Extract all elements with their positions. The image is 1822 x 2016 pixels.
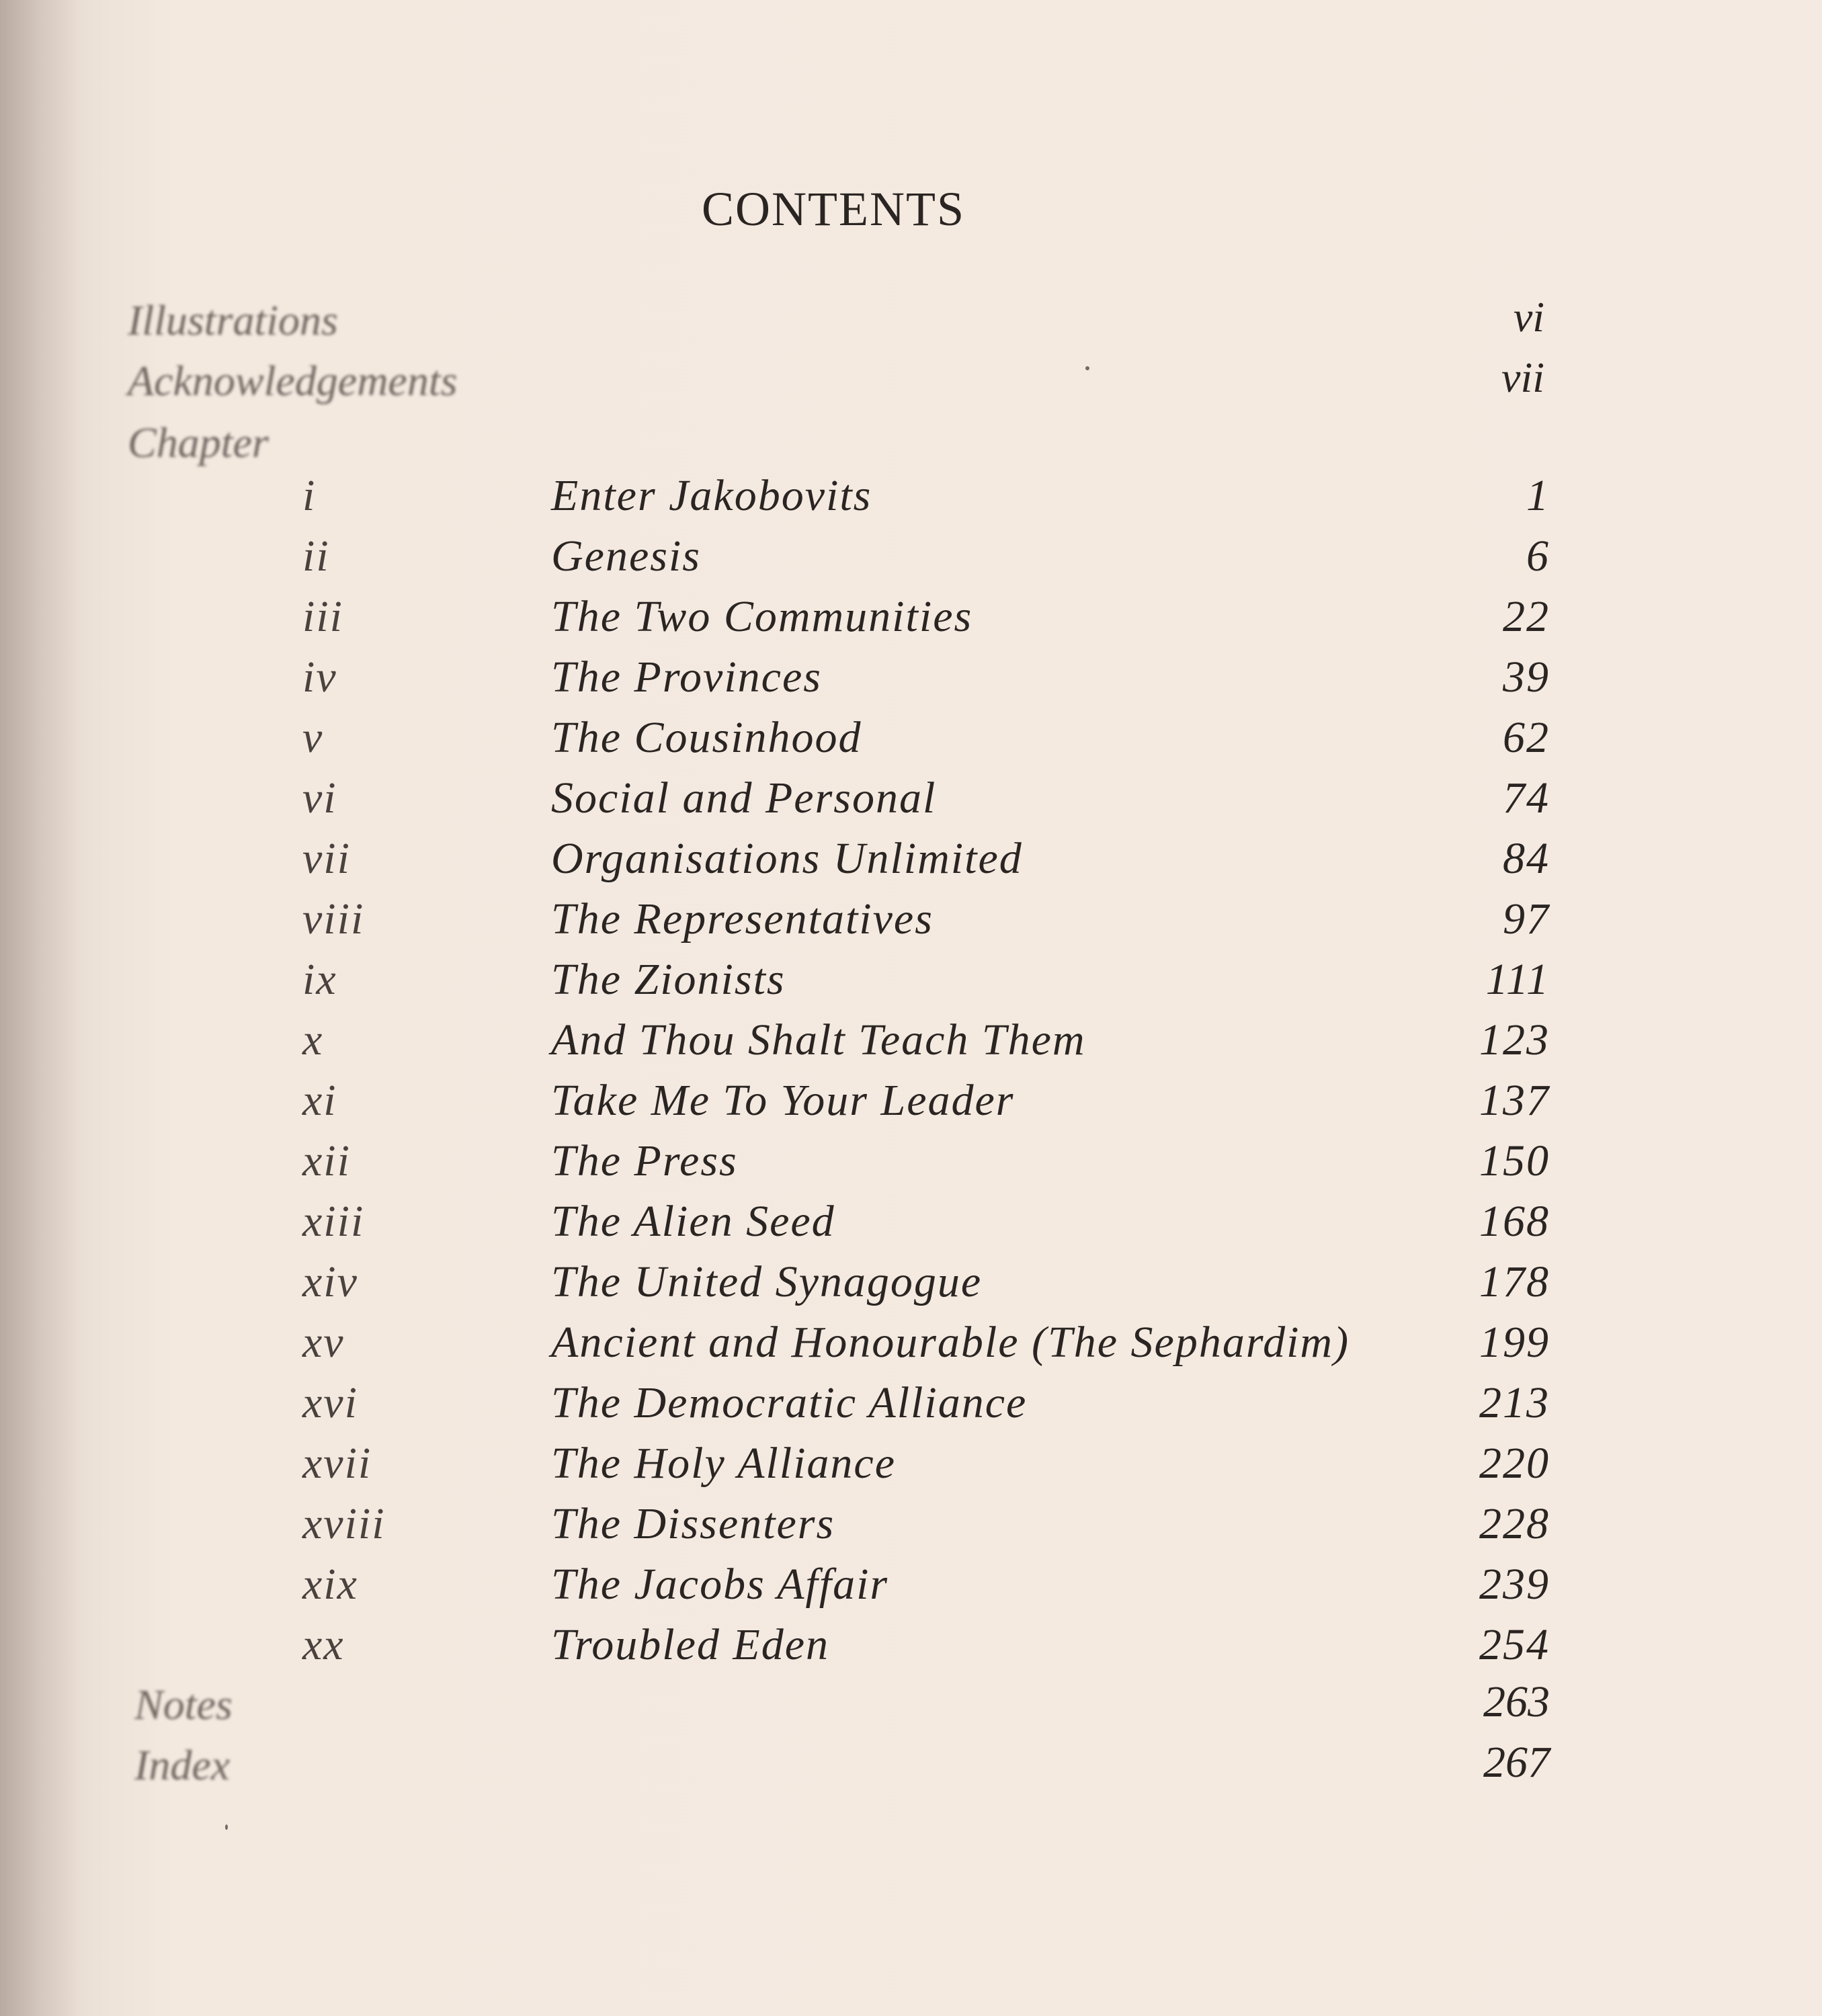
chapter-title: Enter Jakobovits	[551, 471, 872, 520]
toc-entry	[0, 833, 1822, 894]
chapter-number: viii	[302, 894, 365, 943]
chapter-number: xiv	[302, 1257, 358, 1306]
chapter-number: xx	[302, 1620, 345, 1669]
chapter-number: xii	[302, 1136, 351, 1185]
chapter-title: The Representatives	[551, 894, 934, 943]
chapter-title: The Jacobs Affair	[551, 1560, 889, 1609]
chapter-page-number: 6	[1526, 532, 1550, 581]
chapter-page-number: 220	[1479, 1439, 1550, 1488]
chapter-number: vi	[302, 773, 337, 823]
chapter-title: Social and Personal	[551, 773, 937, 823]
front-matter-label-acknowledgements: Acknowledgements	[128, 357, 458, 405]
toc-entry	[0, 470, 1822, 531]
chapter-title: The United Synagogue	[551, 1257, 983, 1306]
toc-entry	[0, 1257, 1822, 1317]
chapter-number: xv	[302, 1318, 345, 1367]
toc-entry	[0, 1196, 1822, 1257]
chapter-number: xviii	[302, 1499, 386, 1548]
chapter-title: The Cousinhood	[551, 713, 862, 762]
toc-entry	[0, 1559, 1822, 1620]
chapter-page-number: 150	[1479, 1136, 1550, 1185]
chapter-title: The Holy Alliance	[551, 1439, 897, 1488]
chapter-number: v	[302, 713, 324, 762]
chapter-number: xiii	[302, 1197, 365, 1246]
toc-entry	[0, 1378, 1822, 1438]
front-matter-label-illustrations: Illustrations	[128, 296, 338, 344]
toc-entry	[0, 1075, 1822, 1136]
chapter-page-number: 39	[1503, 653, 1550, 702]
front-matter-page-illustrations: vi	[1513, 293, 1544, 341]
chapter-number: xi	[302, 1076, 337, 1125]
chapter-page-number: 137	[1479, 1076, 1550, 1125]
toc-entry	[0, 1499, 1822, 1559]
chapter-page-number: 168	[1479, 1197, 1550, 1246]
chapter-title: Take Me To Your Leader	[551, 1076, 1015, 1125]
toc-entry	[0, 531, 1822, 591]
toc-entry	[0, 591, 1822, 652]
chapter-number: ii	[302, 532, 330, 581]
chapter-title: The Zionists	[551, 955, 786, 1004]
back-matter-page-index: 267	[1483, 1738, 1550, 1787]
chapter-title: And Thou Shalt Teach Them	[551, 1015, 1086, 1064]
page-title: CONTENTS	[702, 182, 965, 236]
chapter-title: Organisations Unlimited	[551, 834, 1023, 883]
chapter-page-number: 97	[1503, 894, 1550, 943]
back-matter-label-notes: Notes	[134, 1681, 233, 1728]
chapter-title: Troubled Eden	[551, 1620, 830, 1669]
toc-entry	[0, 894, 1822, 954]
chapter-column-label: Chapter	[128, 419, 269, 466]
chapter-page-number: 178	[1479, 1257, 1550, 1306]
toc-entry	[0, 1620, 1822, 1680]
chapter-page-number: 239	[1479, 1560, 1550, 1609]
chapter-number: xix	[302, 1560, 358, 1609]
paper-speck	[1085, 366, 1089, 370]
toc-entry	[0, 712, 1822, 773]
chapter-number: i	[302, 471, 317, 520]
chapter-title: The Two Communities	[551, 592, 973, 641]
front-matter-page-acknowledgements: vii	[1501, 353, 1544, 401]
chapter-page-number: 74	[1503, 773, 1550, 823]
chapter-title: Ancient and Honourable (The Sephardim)	[551, 1318, 1350, 1367]
back-matter-label-index: Index	[134, 1741, 231, 1789]
chapter-title: The Provinces	[551, 653, 822, 702]
back-matter-page-notes: 263	[1483, 1677, 1550, 1726]
toc-entry	[0, 773, 1822, 833]
chapter-title: The Democratic Alliance	[551, 1378, 1028, 1427]
chapter-page-number: 84	[1503, 834, 1550, 883]
toc-entry	[0, 1015, 1822, 1075]
chapter-page-number: 228	[1479, 1499, 1550, 1548]
chapter-page-number: 22	[1503, 592, 1550, 641]
chapter-title: Genesis	[551, 532, 701, 581]
chapter-list	[0, 470, 1822, 1680]
toc-entry	[0, 1438, 1822, 1499]
chapter-title: The Press	[551, 1136, 738, 1185]
toc-entry	[0, 1136, 1822, 1196]
paper-speck	[225, 1824, 228, 1830]
chapter-number: ix	[302, 955, 337, 1004]
chapter-page-number: 111	[1485, 955, 1550, 1004]
chapter-number: x	[302, 1015, 324, 1064]
chapter-number: xvi	[302, 1378, 358, 1427]
chapter-title: The Alien Seed	[551, 1197, 835, 1246]
chapter-title: The Dissenters	[551, 1499, 835, 1548]
chapter-number: iii	[302, 592, 344, 641]
chapter-page-number: 62	[1503, 713, 1550, 762]
chapter-page-number: 1	[1526, 471, 1550, 520]
chapter-page-number: 199	[1479, 1318, 1550, 1367]
toc-entry	[0, 1317, 1822, 1378]
chapter-page-number: 213	[1479, 1378, 1550, 1427]
toc-entry	[0, 954, 1822, 1015]
chapter-number: xvii	[302, 1439, 372, 1488]
chapter-number: vii	[302, 834, 351, 883]
chapter-page-number: 123	[1479, 1015, 1550, 1064]
chapter-number: iv	[302, 653, 337, 702]
toc-entry	[0, 652, 1822, 712]
chapter-page-number: 254	[1479, 1620, 1550, 1669]
